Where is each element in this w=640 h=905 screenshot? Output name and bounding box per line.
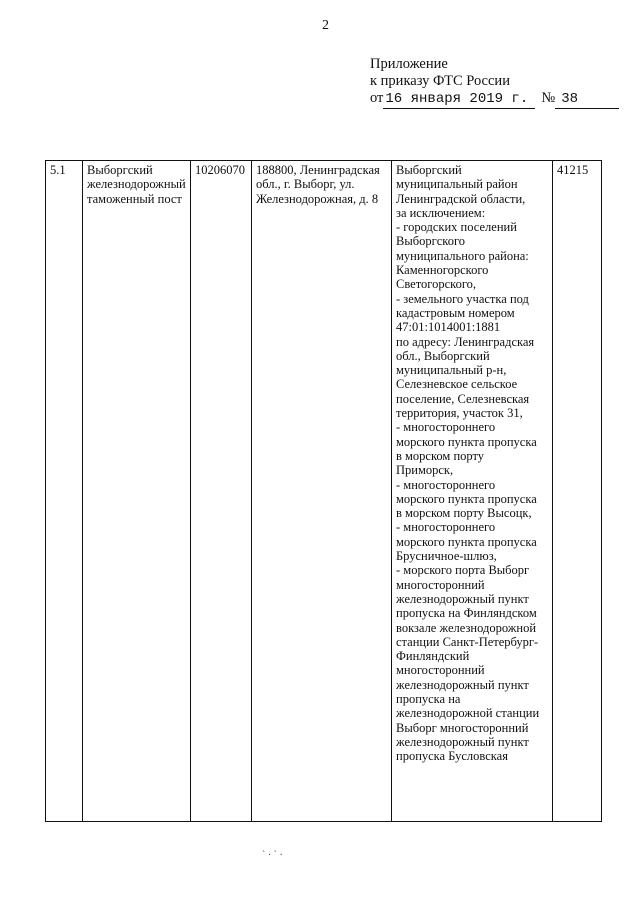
appendix-title: Приложение [370,56,448,72]
order-number: 38 [555,91,619,109]
zone-line: обл., Выборгский [396,348,490,363]
zone-line: Финляндский [396,649,470,664]
zone-line: морского пункта пропуска [396,434,537,449]
zone-line: станции Санкт-Петербург- [396,634,539,649]
zone-line: - многостороннего [396,420,496,435]
zone-line: в морском порту [396,448,485,463]
zone-line: морского пункта пропуска [396,534,537,549]
zone-line: территория, участок 31, [396,406,523,421]
zone-description [396,163,548,763]
zone-line: кадастровым номером [396,305,515,320]
zone-line: пропуска на Финляндском [396,606,537,621]
post-name: Выборгский железнодорожный таможенный пост [83,161,191,822]
zone-line: Селезневское сельское [396,377,518,392]
zone-line: вокзале железнодорожной [396,620,537,635]
zone-line: Выборгского [396,234,466,249]
zone-line: поселение, Селезневская [396,391,530,406]
zone-line: - городских поселений [396,220,517,235]
zone-line: по адресу: Ленинградская [396,334,535,349]
zone-line: Выборг многосторонний [396,720,529,735]
zone-line: Приморск, [396,463,454,478]
zone-line: муниципальный р-н, [396,363,507,378]
number-label: № [541,90,556,106]
zone-line: Каменногорского [396,263,489,278]
customs-posts-table [45,160,602,822]
post-address: 188800, Ленинградская обл., г. Выборг, ул. Железнодорожная, д. 8 [252,161,392,822]
zone-line: муниципального района: [396,248,529,263]
post-code: 10206070 [191,161,252,822]
zone-line: - морского порта Выборг [396,563,530,578]
zone-line: 47:01:1014001:1881 [396,320,501,335]
zone-line: за исключением: [396,205,486,220]
from-label: от [370,90,384,106]
zone-line: Брусничное-шлюз, [396,549,497,564]
okato-code: 41215 [553,161,602,822]
zone-line: многосторонний [396,663,485,678]
zone-line: железнодорожный пункт [396,677,529,692]
zone-line: многосторонний [396,577,485,592]
order-date-number [370,90,619,109]
order-reference: к приказу ФТС России [370,73,510,89]
page-number: 2 [322,18,329,33]
zone-line: Светогорского, [396,277,477,292]
row-index: 5.1 [46,161,83,822]
zone-line: - земельного участка под [396,291,529,306]
zone-line: - многостороннего [396,520,496,535]
zone-line: Ленинградской области, [396,191,526,206]
zone-line: морского пункта пропуска [396,491,537,506]
zone-line: железнодорожной станции [396,706,540,721]
zone-line: муниципальный район [396,177,518,192]
appendix-header [370,56,619,109]
zone-line: пропуска на [396,691,461,706]
jurisdiction-zone [392,161,553,822]
zone-line: железнодорожный пункт [396,734,529,749]
zone-line: Выборгский [396,163,462,177]
zone-line: - многостороннего [396,477,496,492]
zone-line: пропуска Бусловская [396,749,508,764]
table-row [46,161,602,822]
zone-line: в морском порту Высоцк, [396,506,532,521]
zone-line: железнодорожный пункт [396,591,529,606]
order-date: 16 января 2019 г. [383,91,535,109]
stray-mark: ` · ` · [262,850,283,861]
